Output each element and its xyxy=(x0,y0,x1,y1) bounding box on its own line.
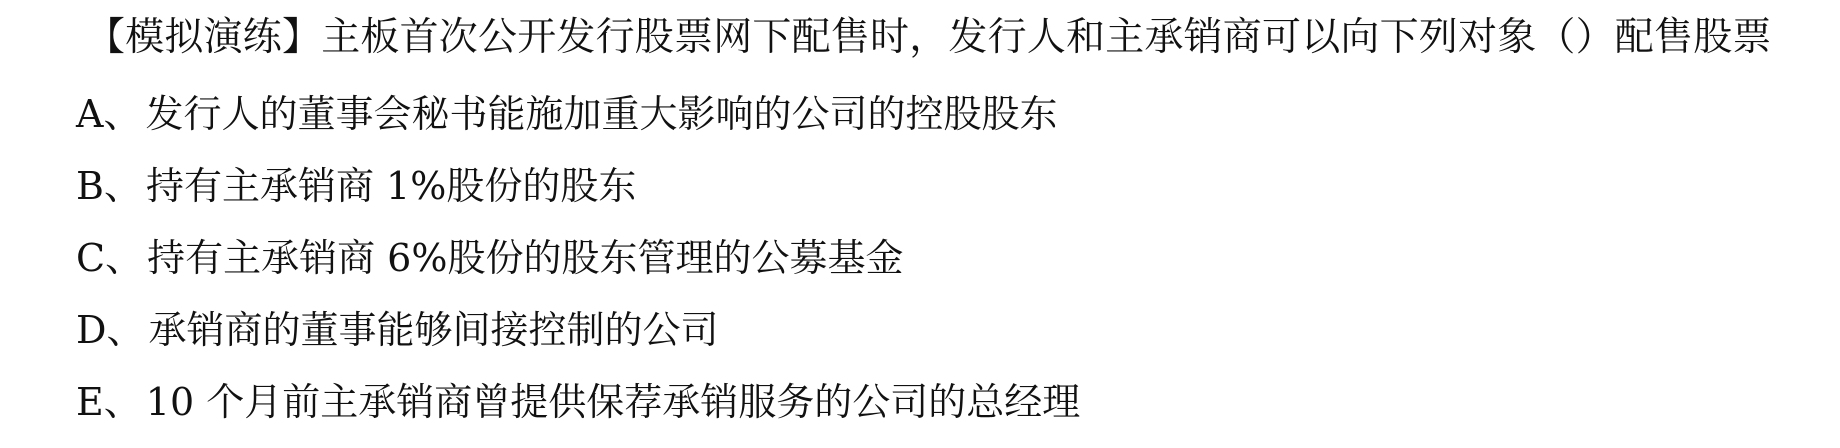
option-a xyxy=(76,88,1080,160)
question-stem: 【模拟演练】主板首次公开发行股票网下配售时，发行人和主承销商可以向下列对象（）配售股票 xyxy=(86,15,1772,60)
option-e xyxy=(76,376,1080,448)
option-letter: B xyxy=(76,164,104,208)
option-text: 发行人的董事会秘书能施加重大影响的公司的控股股东 xyxy=(145,92,1058,136)
option-c xyxy=(76,232,1080,304)
option-d xyxy=(76,304,1080,376)
option-text: 承销商的董事能够间接控制的公司 xyxy=(148,308,719,352)
option-letter: D xyxy=(76,308,107,352)
option-text: 持有主承销商 6%股份的股东管理的公募基金 xyxy=(147,236,904,280)
option-text: 持有主承销商 1%股份的股东 xyxy=(145,164,637,208)
option-letter: E xyxy=(76,380,104,424)
option-b xyxy=(76,160,1080,232)
option-text: 10 个月前主承销商曾提供保荐承销服务的公司的总经理 xyxy=(145,380,1081,424)
option-letter: A xyxy=(76,92,104,136)
options-list xyxy=(76,88,1080,448)
option-separator: 、 xyxy=(103,92,142,136)
option-separator: 、 xyxy=(103,164,142,208)
option-separator: 、 xyxy=(106,308,145,352)
option-separator: 、 xyxy=(105,236,144,280)
option-separator: 、 xyxy=(103,380,142,424)
option-letter: C xyxy=(76,236,106,280)
